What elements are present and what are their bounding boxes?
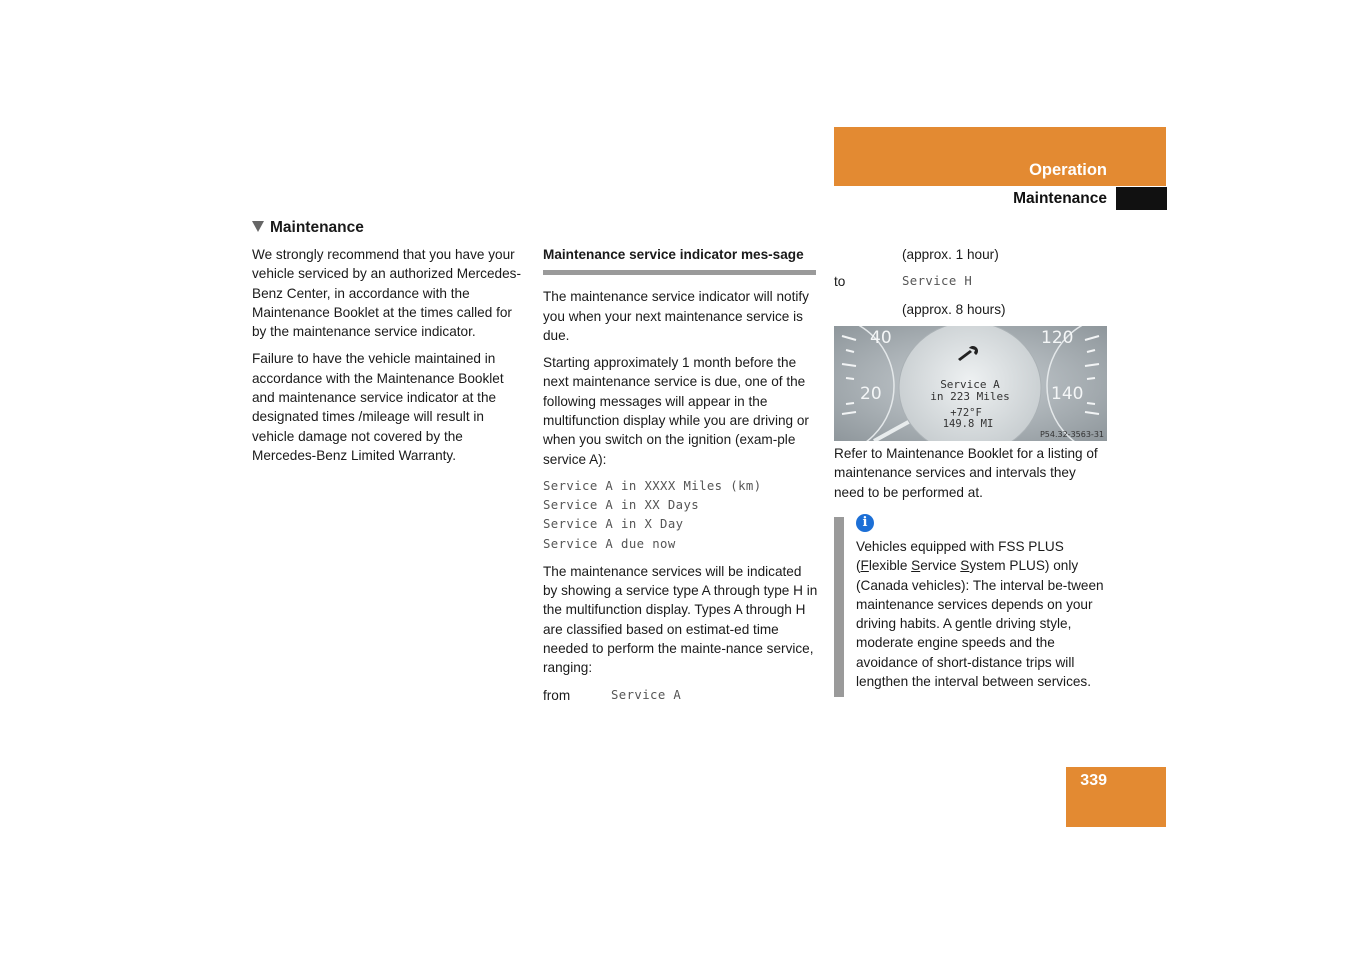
service-types-paragraph: The maintenance services will be indicated by showing a service type A through type H in the multifunction display. Types A through H are classified based on estimat-ed time needed to perform the mainte-nance service, ranging:	[543, 563, 818, 676]
tick-label: 140	[1051, 384, 1084, 404]
booklet-caption	[834, 444, 1109, 502]
to-time-row	[834, 300, 1109, 319]
recommendation-paragraph: We strongly recommend that you have your vehicle serviced by an authorized Mercedes-Benz Center, in accordance with the Maintenance Booklet at the times called for by the maintenance service indicator.	[252, 247, 521, 340]
indicator-timing: Starting approximately 1 month before the next maintenance service is due, one of the following messages will appear in the multifunction display while you are driving or when you switch on the ignition (exam-ple service A):	[543, 355, 809, 467]
header-section-bar	[834, 127, 1166, 186]
booklet-caption-text: Refer to Maintenance Booklet for a listing of maintenance services and intervals they need to be performed at.	[834, 446, 1098, 500]
message-item: Service A due now	[543, 536, 676, 551]
page-number-box	[1066, 767, 1166, 827]
info-note	[856, 514, 1111, 691]
to-time: (approx. 8 hours)	[902, 301, 1006, 317]
note-underlined-letter: S	[911, 558, 921, 574]
display-line-1: Service A	[940, 378, 1000, 391]
info-icon: i	[856, 514, 874, 532]
message-list	[543, 477, 818, 554]
subsection-title: Maintenance	[1013, 190, 1107, 207]
section-title: Operation	[1029, 161, 1107, 179]
maintenance-heading	[252, 219, 364, 237]
image-reference: P54.32-3563-31	[1039, 430, 1104, 439]
display-temperature: +72°F	[950, 407, 982, 419]
note-underlined-letter: F	[860, 558, 869, 574]
triangle-down-icon	[252, 221, 264, 232]
maintenance-heading-text: Maintenance	[270, 219, 364, 236]
display-odometer: 149.8 MI	[942, 418, 994, 430]
message-item: Service A in XXXX Miles (km)	[543, 478, 762, 493]
instrument-cluster-image	[834, 326, 1107, 441]
spacer	[834, 245, 902, 264]
header-tab-marker	[1116, 187, 1167, 210]
spacer	[834, 300, 902, 319]
note-sidebar	[834, 517, 844, 697]
tick-label: 40	[870, 328, 892, 348]
info-note-text	[856, 537, 1111, 691]
column-2	[543, 245, 818, 705]
from-label: from	[543, 687, 571, 703]
display-line-2: in 223 Miles	[930, 390, 1010, 403]
warranty-paragraph: Failure to have the vehicle maintained in accordance with the Maintenance Booklet and maintenance service indicator at the designated times /mileage will result in vehicle damage not covered by the Mercedes-Benz Limited Warranty.	[252, 351, 504, 463]
from-row	[543, 686, 818, 705]
from-time: (approx. 1 hour)	[902, 247, 999, 262]
heading-rule	[543, 270, 816, 275]
note-text-part: ystem PLUS) only (Canada vehicles): The interval be-tween maintenance services depends on your driving habits. A gentle driving style, moderate engine speeds and the avoidance of short-distance trips will lengthen the interval between services.	[856, 558, 1104, 690]
column-3	[834, 245, 1109, 319]
indicator-heading: Maintenance service indicator mes-sage	[543, 247, 804, 262]
to-value: Service H	[902, 274, 973, 289]
tick-label: 120	[1041, 328, 1074, 348]
note-text-part: Vehicles equipped with FSS PLUS (	[856, 539, 1064, 574]
to-label: to	[834, 274, 846, 290]
to-row	[834, 272, 1109, 291]
indicator-intro: The maintenance service indicator will notify you when your next maintenance service is due.	[543, 289, 809, 343]
message-item: Service A in XX Days	[543, 498, 700, 513]
from-time-row	[834, 245, 1109, 264]
column-1	[252, 245, 527, 465]
note-text-part: lexible	[868, 558, 912, 574]
page-number: 339	[1080, 772, 1107, 789]
from-value: Service A	[611, 687, 682, 702]
tick-label: 20	[860, 384, 882, 404]
note-underlined-letter: S	[960, 558, 970, 574]
message-item: Service A in X Day	[543, 517, 684, 532]
note-text-part: ervice	[920, 558, 961, 574]
